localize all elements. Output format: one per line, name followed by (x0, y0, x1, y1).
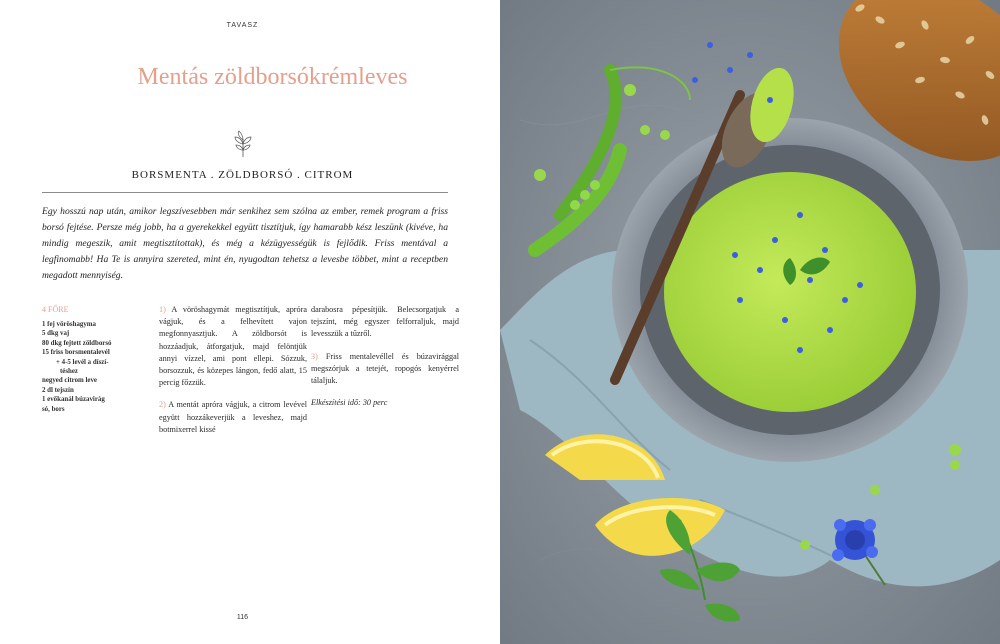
herb-sprig-icon (232, 130, 254, 158)
serves-label: 4 FŐRE (42, 305, 69, 314)
step-text: Friss mentalevéllel és búzavirággal megszórjuk a tetejét, ropogós kenyérrel tálaljuk. (311, 351, 459, 386)
ingredient-item: + 4-5 levél a díszí- (56, 358, 109, 366)
step-2-continued (311, 304, 459, 341)
method-column-1 (159, 304, 307, 446)
ingredient-item: só, bors (42, 405, 65, 413)
recipe-title: Mentás zöldborsókrémleves (137, 64, 408, 90)
step-2 (159, 399, 307, 436)
ingredient-item: 5 dkg vaj (42, 330, 70, 338)
step-number: 2) (159, 400, 166, 410)
ingredient-item: 2 dl tejszín (42, 386, 74, 394)
step-text: darabosra pépesítjük. Belecsorgatjuk a tejszínt, még egyszer felforraljuk, majd levesszük a tűzről. (311, 305, 459, 339)
ingredient-item: 1 fej vöröshagyma (42, 321, 96, 328)
divider (42, 192, 448, 193)
soup-photo (500, 0, 1000, 644)
ingredient-item: téshez (60, 368, 78, 376)
step-number: 3) (311, 351, 318, 361)
intro-text: Egy hosszú nap után, amikor legszívesebben már senkihez sem szólna az ember, remek program a friss borsó fejtése. Persze még jobb, ha a gyerekekkel együtt tisztítjuk, így hamarabb kész leszünk (kivéve, ha mindig megeszik, amit megtisztítottak), és még a kézügyességük is fejlődik. Friss mentával a legfinomabb! Ha Te is annyira szereted, mint én, nyugodtan tehetsz a levesbe többet, mint a receptben megadott mennyiség. (42, 206, 448, 281)
step-3 (311, 351, 459, 388)
right-page (500, 0, 1000, 644)
prep-time: Elkészítési idő: 30 perc (311, 398, 388, 408)
section-label: TAVASZ (226, 22, 259, 29)
method-column-2 (311, 304, 459, 419)
ingredient-item: 80 dkg fejtett zöldborsó (42, 339, 112, 347)
flavor-tags: BORSMENTA . ZÖLDBORSÓ . CITROM (131, 169, 354, 181)
ingredient-item: 15 friss borsmentalevél (42, 349, 110, 357)
ingredient-item: 1 evőkanál búzavirág (42, 396, 105, 404)
soup (664, 172, 916, 412)
step-1 (159, 304, 307, 389)
step-text: A mentát apróra vágjuk, a citrom levével együtt hozzákeverjük a leveshez, majd botmixerrel kissé (159, 400, 307, 434)
page-number: 116 (236, 614, 249, 621)
step-number: 1) (159, 305, 166, 314)
ingredient-item: negyed citrom leve (42, 377, 97, 385)
step-text: A vöröshagymát megtisztítjuk, apróra vágjuk, és a felhevített vajon megfonnyasztjuk. A zöldborsót is hozzáadjuk, átforgatjuk, majd felöntjük annyi vízzel, ami pont ellepi. Sózzuk, borsozzuk, és közepes lángon, fedő alatt, 15 percig főzzük. (159, 305, 307, 388)
ingredient-list (42, 320, 152, 414)
